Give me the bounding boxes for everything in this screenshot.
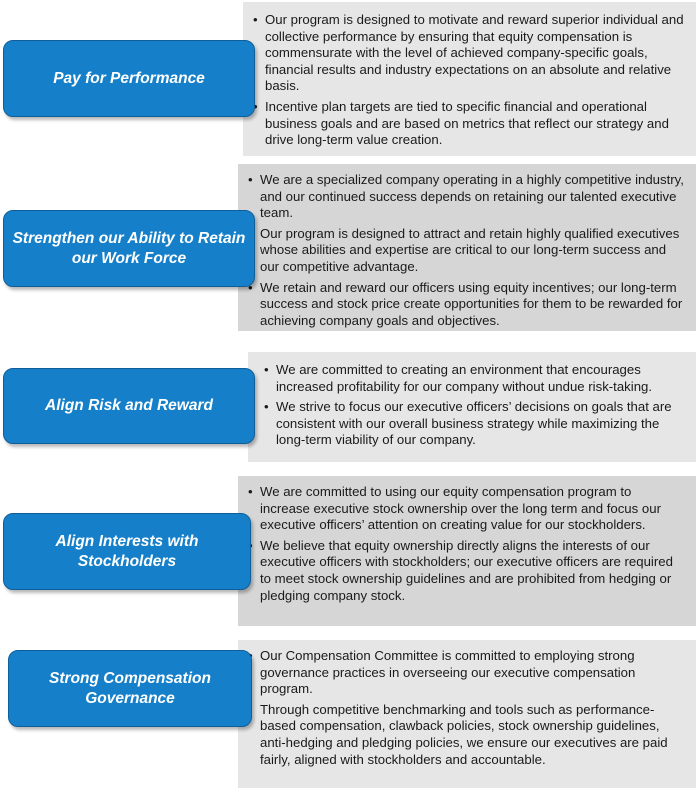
section-2-bullet-2: • Our program is designed to attract and retain highly qualified executives whose abilities and expertise are critical to our long-term success and our competitive advantage. (260, 226, 684, 276)
section-3-bullet-1: • We are committed to creating an environment that encourages increased profitability for our company without undue risk-taking. (276, 362, 684, 395)
section-1-bullet-2: • Incentive plan targets are tied to specific financial and operational business goals and are based on metrics that reflect our strategy and drive long-term value creation. (265, 99, 684, 149)
section-3-panel (248, 352, 696, 462)
section-1-panel (243, 2, 696, 156)
section-1-bullet-list (265, 12, 684, 149)
section-3-label: Align Risk and Reward (3, 368, 255, 444)
section-5-bullet-list (260, 648, 684, 768)
section-2-bullet-3: • We retain and reward our officers using equity incentives; our long-term success and stock price create opportunities for them to be rewarded for achieving company goals and objectives. (260, 280, 684, 330)
section-2-bullet-list (260, 172, 684, 329)
section-4-bullet-list (260, 484, 684, 604)
section-2-panel (238, 164, 696, 331)
section-1-label: Pay for Performance (3, 40, 255, 117)
section-5-bullet-2: • Through competitive benchmarking and tools such as performance-based compensation, clawback policies, stock ownership guidelines, anti-hedging and pledging policies, we ensure our executives are paid fairly, aligned with stockholders and accountable. (260, 702, 684, 768)
section-4-bullet-1: • We are committed to using our equity compensation program to increase executive stock ownership over the long term and focus our executive officers’ attention on creating value for our stockholders. (260, 484, 684, 534)
section-5-panel (238, 640, 696, 788)
section-5-label: Strong Compensation Governance (8, 650, 252, 727)
section-3-bullet-2: • We strive to focus our executive officers’ decisions on goals that are consistent with our overall business strategy while maximizing the long-term viability of our company. (276, 399, 684, 449)
section-1-bullet-1: • Our program is designed to motivate and reward superior individual and collective performance by ensuring that equity compensation is commensurate with the level of achieved company-specific goals, financial results and industry expectations on an absolute and relative basis. (265, 12, 684, 95)
section-4-bullet-2: • We believe that equity ownership directly aligns the interests of our executive officers with stockholders; our executive officers are required to meet stock ownership guidelines and are prohibited from hedging or pledging company stock. (260, 538, 684, 604)
section-2-label: Strengthen our Ability to Retain our Work Force (3, 210, 255, 287)
section-5-bullet-1: • Our Compensation Committee is committed to employing strong governance practices in overseeing our executive compensation program. (260, 648, 684, 698)
section-4-panel (238, 476, 696, 626)
section-4-label: Align Interests with Stockholders (3, 513, 251, 590)
section-2-bullet-1: • We are a specialized company operating in a highly competitive industry, and our continued success depends on retaining our talented executive team. (260, 172, 684, 222)
section-3-bullet-list (276, 362, 684, 449)
